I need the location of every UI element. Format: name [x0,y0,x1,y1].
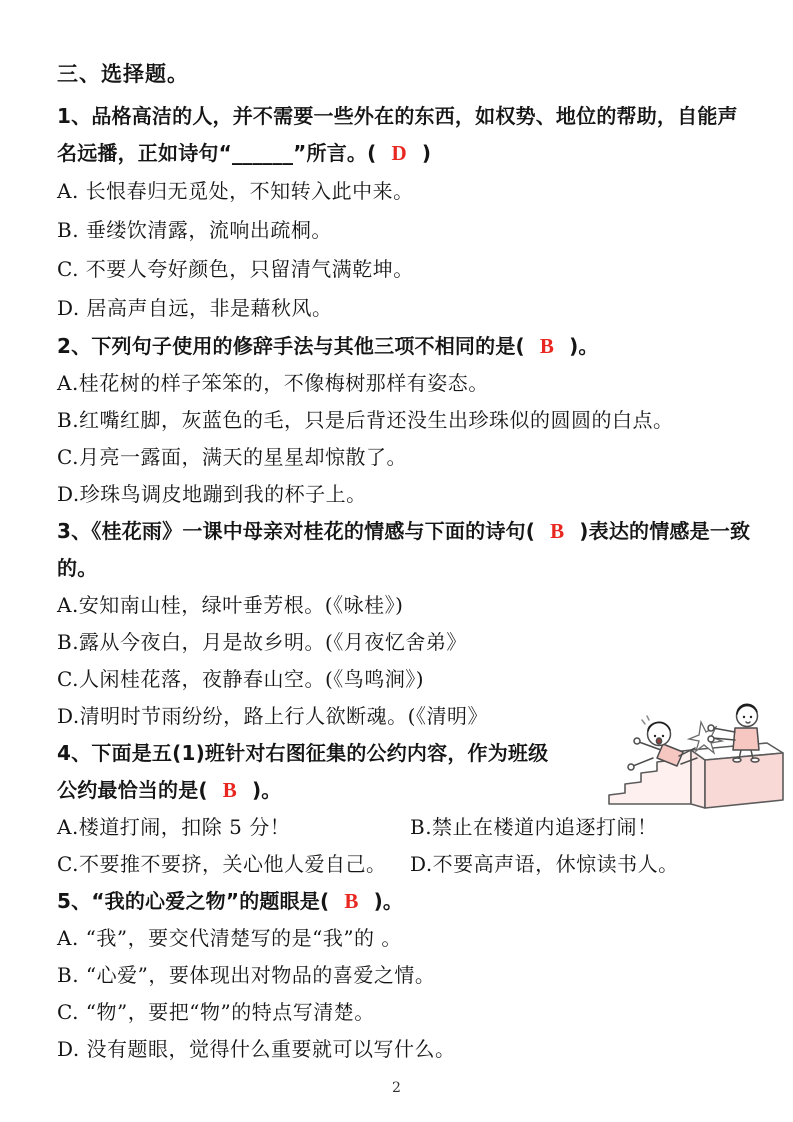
q4-option-a: A.楼道打闹，扣除 5 分！ [57,815,291,839]
q5-option-c: C. “物”，要把“物”的特点写清楚。 [57,1000,375,1024]
q3-option-c: C.人闲桂花落，夜静春山空。(《鸟鸣涧》) [57,667,425,691]
q4-stem-line-1: 4、下面是五(1)班针对右图征集的公约内容，作为班级 [57,741,549,765]
stem-text: )。 [373,889,404,913]
question-1 [57,98,743,328]
q4-option-b: B.禁止在楼道内追逐打闹！ [410,815,658,839]
stem-text: 名远播，正如诗句“______”所言。( [57,141,377,165]
q5-option-d: D. 没有题眼，觉得什么重要就可以写什么。 [57,1037,456,1061]
stem-text: ) [421,141,432,165]
q2-option-a: A.桂花树的样子笨笨的，不像梅树那样有姿态。 [57,371,489,395]
q4-answer-letter: B [222,778,237,802]
q2-option-c: C.月亮一露面，满天的星星却惊散了。 [57,445,407,469]
q3-option-b: B.露从今夜白，月是故乡明。(《月夜忆舍弟》 [57,630,467,654]
stem-text: 2、下列句子使用的修辞手法与其他三项不相同的是( [57,334,525,358]
q3-stem-line-1 [57,513,751,550]
stem-text: 3、《桂花雨》一课中母亲对桂花的情感与下面的诗句( [57,519,536,543]
question-2 [57,328,743,513]
q2-option-d: D.珍珠鸟调皮地蹦到我的杯子上。 [57,482,367,506]
q1-option-b: B. 垂缕饮清露，流响出疏桐。 [57,218,332,242]
q1-option-c: C. 不要人夸好颜色，只留清气满乾坤。 [57,257,414,281]
stem-text: )。 [251,778,282,802]
q4-option-c: C.不要推不要挤，关心他人爱自己。 [57,852,387,876]
q5-option-a: A. “我”，要交代清楚写的是“我”的 。 [57,926,402,950]
q3-answer-letter: B [550,519,565,543]
q3-option-a: A.安知南山桂，绿叶垂芳根。(《咏桂》) [57,593,404,617]
stem-text: )。 [569,334,599,358]
q4-options-grid [57,809,743,883]
section-heading: 三、选择题。 [57,62,189,86]
q5-answer-letter: B [344,889,359,913]
q1-option-d: D. 居高声自远，非是藉秋风。 [57,296,333,320]
q1-stem-line-2 [57,135,743,172]
question-5 [57,883,743,1068]
q5-stem [57,883,743,920]
q1-stem-line-1: 1、品格高洁的人，并不需要一些外在的东西，如权势、地位的帮助，自能声 [57,104,738,128]
q3-option-d: D.清明时节雨纷纷，路上行人欲断魂。(《清明》 [57,704,488,728]
q1-option-a: A. 长恨春归无觅处，不知转入此中来。 [57,179,414,203]
page-number: 2 [392,1080,401,1096]
q4-option-d: D.不要高声语，休惊读书人。 [410,852,679,876]
q2-option-b: B.红嘴红脚，灰蓝色的毛，只是后背还没生出珍珠似的圆圆的白点。 [57,408,674,432]
q3-stem-line-2: 的。 [57,556,98,580]
q2-stem [57,328,743,365]
stairs-pushing-illustration [601,698,789,814]
q5-option-b: B. “心爱”，要体现出对物品的喜爱之情。 [57,963,436,987]
q1-answer-letter: D [391,141,407,165]
stem-text: 公约最恰当的是( [57,778,208,802]
q2-answer-letter: B [539,334,555,358]
stem-text: )表达的情感是一致 [579,519,751,543]
stem-text: 5、“我的心爱之物”的题眼是( [57,889,330,913]
